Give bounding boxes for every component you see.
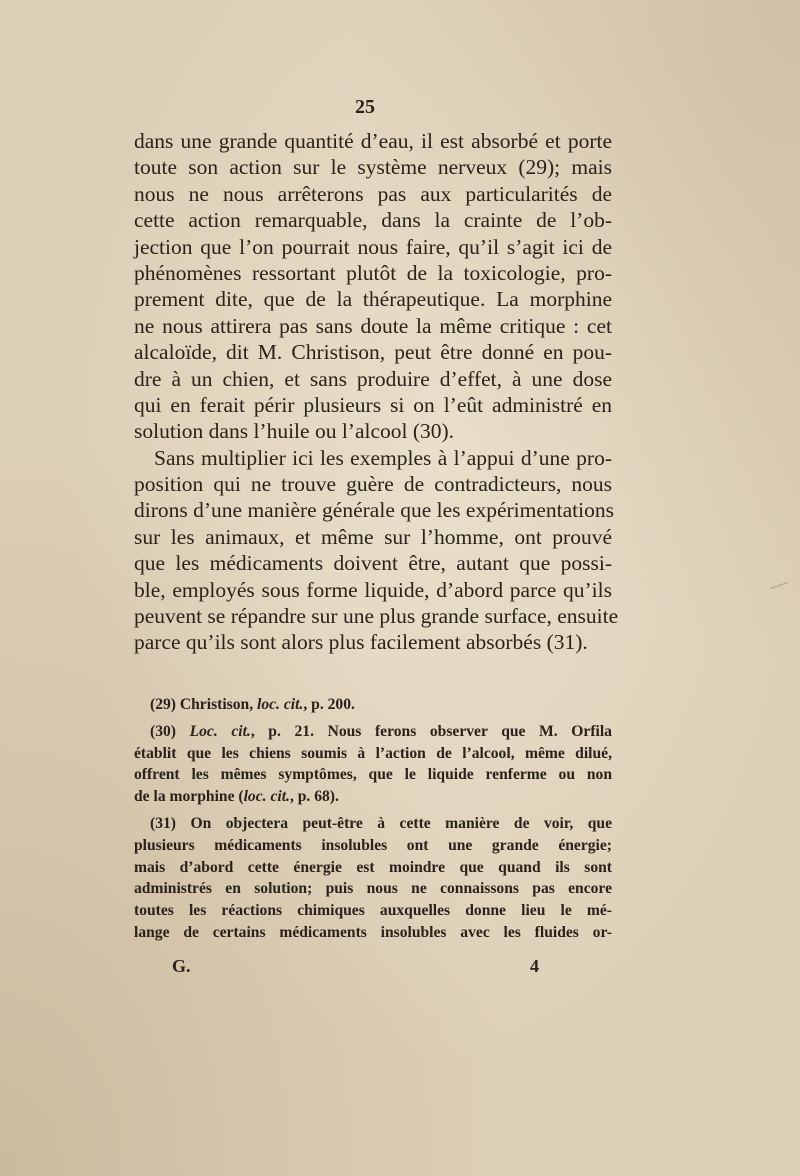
text-line: phénomènes ressortant plutôt de la toxicologie, pro- [134,260,612,285]
footnote-line: plusieurs médicaments insolubles ont une grande énergie; [134,836,612,854]
footnote-line: (29) Christison, loc. cit., p. 200. [150,696,355,713]
text-line: nous ne nous arrêterons pas aux particularités de [134,181,612,206]
sheet-number: 4 [530,956,539,976]
text-line: ble, employés sous forme liquide, d’abord parce qu’ils [134,577,612,602]
footnote-line: (31) On objectera peut-être à cette manière de voir, que [150,814,612,832]
footnote-line: toutes les réactions chimiques auxquelles donne lieu le mé- [134,902,612,920]
text-line: dirons d’une manière générale que les expérimentations [134,498,614,523]
text-line: toute son action sur le système nerveux (29); mais [134,155,612,180]
text-line: cette action remarquable, dans la crainte de l’ob- [134,208,612,233]
footnote-line: (30) Loc. cit., p. 21. Nous ferons observer que M. Orfila [150,722,612,740]
text-line: position qui ne trouve guère de contradicteurs, nous [134,472,612,497]
footnotes [134,694,612,944]
text-line: Sans multiplier ici les exemples à l’appui d’une pro- [154,445,612,470]
text-line: dre à un chien, et sans produire d’effet, à une dose [134,366,612,391]
footnote-line: offrent les mêmes symptômes, que le liquide renferme ou non [134,766,612,784]
text-line: parce qu’ils sont alors plus facilement absorbés (31). [134,630,588,655]
footnote-line: de la morphine (loc. cit., p. 68). [134,788,339,806]
text-line: solution dans l’huile ou l’alcool (30). [134,419,455,444]
text-line: dans une grande quantité d’eau, il est absorbé et porte [134,129,612,153]
text-line: alcaloïde, dit M. Christison, peut être donné en pou- [134,340,612,365]
text-line: que les médicaments doivent être, autant que possi- [134,551,612,576]
page-number: 25 [355,96,375,118]
text-line: sur les animaux, et même sur l’homme, ont prouvé [134,524,612,549]
text-line: qui en ferait périr plusieurs si on l’eût administré en [134,392,612,417]
footnote-line: établit que les chiens soumis à l’action de l’alcool, même dilué, [134,744,612,762]
main-text [134,128,619,656]
footnote-line: mais d’abord cette énergie est moindre que quand ils sont [134,858,612,876]
text-line: jection que l’on pourrait nous faire, qu’il s’agit ici de [134,234,612,259]
text-line: peuvent se répandre sur une plus grande surface, ensuite [134,604,619,629]
margin-mark [770,582,787,589]
printer-signature-mark: G. [172,956,191,976]
text-line: prement dite, que de la thérapeutique. La morphine [134,287,612,312]
footnote-line: lange de certains médicaments insolubles avec les fluides or- [134,923,612,941]
text-line: ne nous attirera pas sans doute la même critique : cet [134,313,612,338]
footnote-line: administrés en solution; puis nous ne connaissons pas encore [134,880,612,898]
